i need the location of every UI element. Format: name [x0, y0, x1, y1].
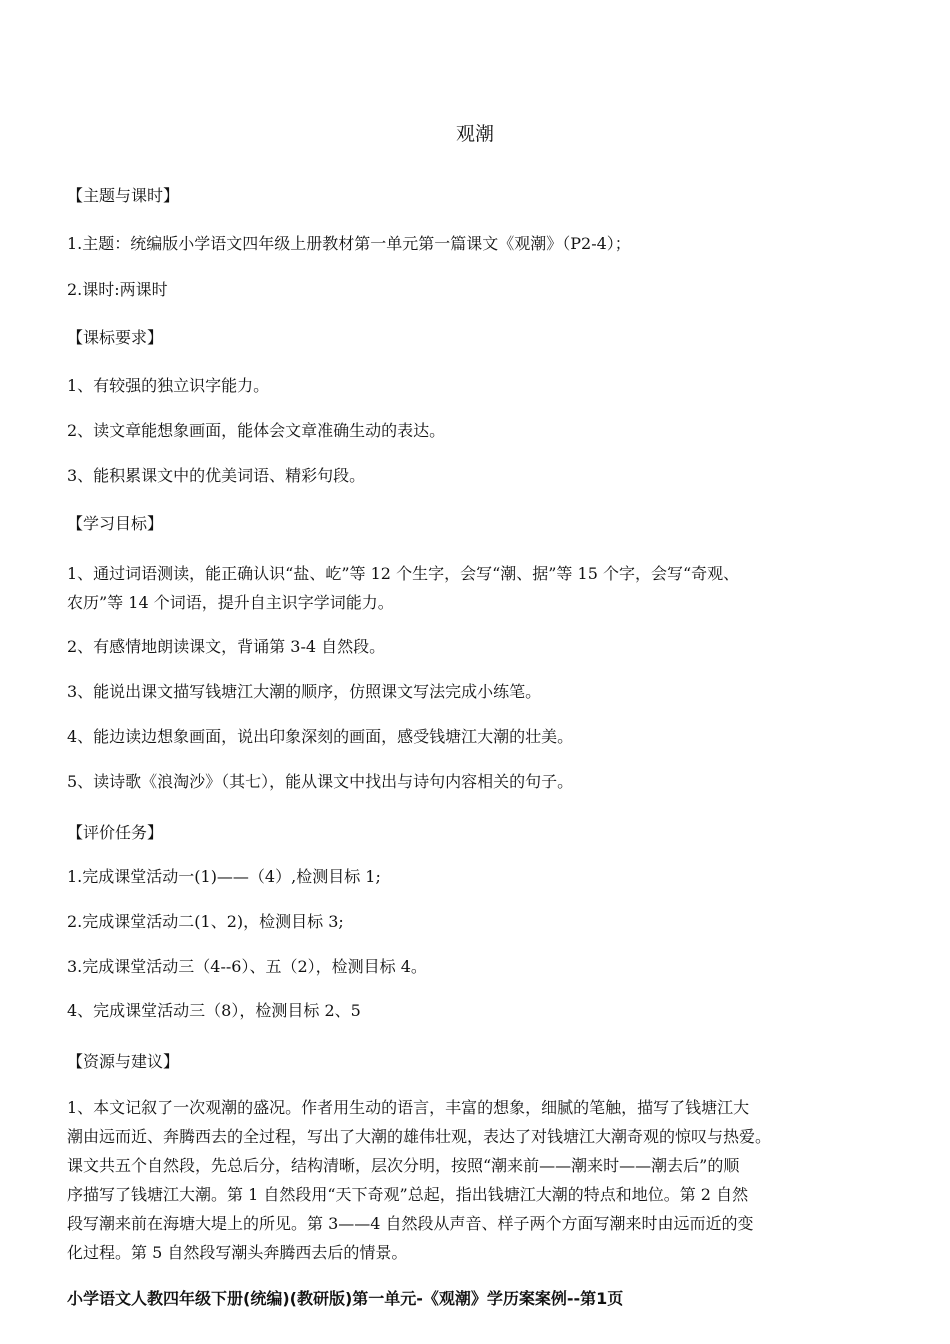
resources-paragraph-line: 化过程。第 5 自然段写潮头奔腾西去后的情景。	[67, 1243, 408, 1262]
assessment-item-3: 3.完成课堂活动三（4--6）、五（2），检测目标 4。	[67, 957, 427, 976]
section-heading-assessment: 【评价任务】	[67, 823, 164, 842]
resources-paragraph-line: 潮由远而近、奔腾西去的全过程，写出了大潮的雄伟壮观，表达了对钱塘江大潮奇观的惊叹与热爱。	[67, 1127, 772, 1146]
resources-paragraph	[67, 1093, 887, 1267]
standards-item-3: 3、能积累课文中的优美词语、精彩句段。	[67, 466, 366, 485]
section-heading-standards: 【课标要求】	[67, 328, 164, 347]
document-title: 观潮	[455, 123, 494, 145]
goals-item-4: 4、能边读边想象画面，说出印象深刻的画面，感受钱塘江大潮的壮美。	[67, 727, 574, 746]
standards-item-1: 1、有较强的独立识字能力。	[67, 376, 270, 395]
resources-paragraph-line: 1、本文记叙了一次观潮的盛况。作者用生动的语言，丰富的想象，细腻的笔触，描写了钱塘江大	[67, 1098, 750, 1117]
goals-item-3: 3、能说出课文描写钱塘江大潮的顺序，仿照课文写法完成小练笔。	[67, 682, 542, 701]
page-footer: 小学语文人教四年级下册(统编)(教研版)第一单元-《观潮》学历案案例--第1页	[67, 1289, 624, 1308]
goals-item-1-line-2: 农历”等 14 个词语，提升自主识字学词能力。	[67, 593, 394, 612]
assessment-item-2: 2.完成课堂活动二(1、2)，检测目标 3;	[67, 912, 344, 931]
goals-item-5: 5、读诗歌《浪淘沙》（其七），能从课文中找出与诗句内容相关的句子。	[67, 772, 574, 791]
resources-paragraph-line: 序描写了钱塘江大潮。第 1 自然段用“天下奇观”总起，指出钱塘江大潮的特点和地位。第 2 自然	[67, 1185, 749, 1204]
theme-item-1: 1.主题：统编版小学语文四年级上册教材第一单元第一篇课文《观潮》（P2-4）；	[67, 234, 631, 253]
goals-item-1-line-1: 1、通过词语测读，能正确认识“盐、屹”等 12 个生字，会写“潮、据”等 15 个字，会写“奇观、	[67, 564, 740, 583]
section-heading-resources: 【资源与建议】	[67, 1052, 180, 1071]
section-heading-goals: 【学习目标】	[67, 514, 164, 533]
section-heading-theme: 【主题与课时】	[67, 186, 180, 205]
theme-item-2: 2.课时:两课时	[67, 280, 168, 299]
assessment-item-1: 1.完成课堂活动一(1)——（4）,检测目标 1;	[67, 867, 381, 886]
resources-paragraph-line: 课文共五个自然段，先总后分，结构清晰，层次分明，按照“潮来前——潮来时——潮去后”的顺	[67, 1156, 740, 1175]
goals-item-2: 2、有感情地朗读课文，背诵第 3-4 自然段。	[67, 637, 386, 656]
standards-item-2: 2、读文章能想象画面，能体会文章准确生动的表达。	[67, 421, 446, 440]
resources-paragraph-line: 段写潮来前在海塘大堤上的所见。第 3——4 自然段从声音、样子两个方面写潮来时由远而近的变	[67, 1214, 754, 1233]
assessment-item-4: 4、完成课堂活动三（8），检测目标 2、5	[67, 1001, 361, 1020]
